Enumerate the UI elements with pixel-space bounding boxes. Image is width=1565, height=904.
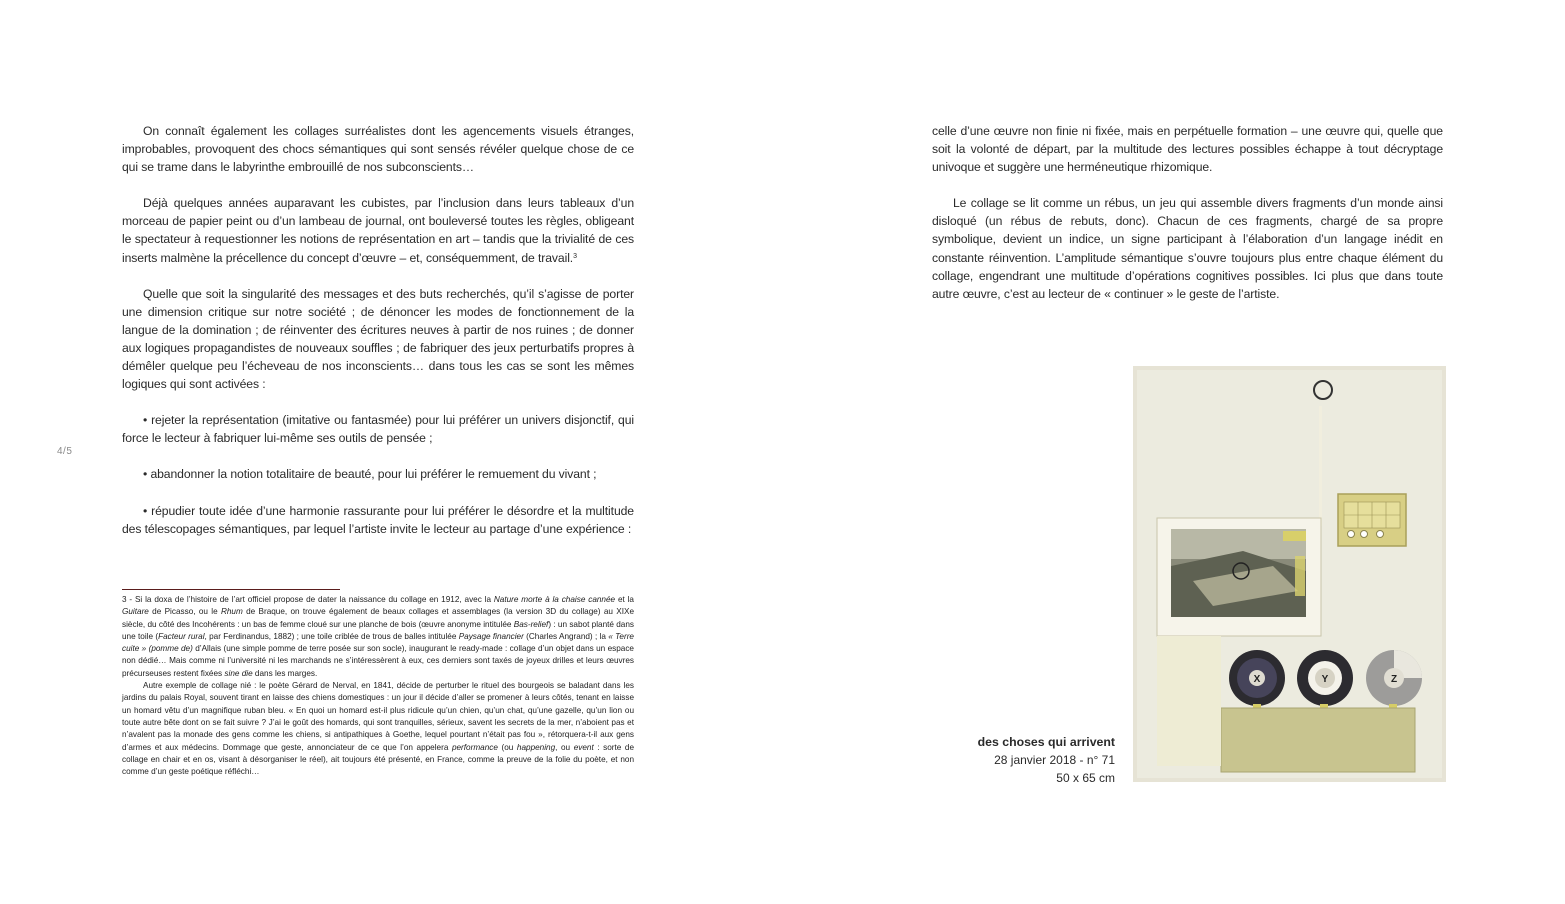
- left-text-column: [122, 122, 634, 556]
- bullet-item-repudiate: • répudier toute idée d’une harmonie rassurante pour lui préférer le désordre et la multitude des télescopages sémantiques, par lequel l’artiste invite le lecteur au partage d’une expérience :: [122, 503, 634, 536]
- paragraph-singularity: Quelle que soit la singularité des messages et des buts recherchés, qu’il s’agisse de porter une dimension critique sur notre société ; de dénoncer les modes de fonctionnement de la langue de la domination ; de réinventer des écritures neuves à partir de nos ruines ; de donner aux logiques propagandistes de nouveaux souffles ; de fabriquer des jeux perturbatifs propres à démêler quelque peu l’écheveau de nos inconscients… dans tous les cas se sont les mêmes logiques qui sont activées :: [122, 286, 634, 392]
- footnote-reference[interactable]: 3: [573, 252, 577, 260]
- left-page: [0, 0, 782, 904]
- svg-text:X: X: [1253, 674, 1261, 685]
- right-text-column: [932, 122, 1443, 321]
- footnote-divider: [122, 589, 340, 590]
- disc-z: [1366, 650, 1422, 706]
- caption-dimensions: 50 x 65 cm: [1056, 771, 1115, 785]
- paragraph-rebus: Le collage se lit comme un rébus, un jeu qui assemble divers fragments d’un monde ainsi disloqué (un rébus de rebuts, donc). Chacun de ces fragments, chargé de sa propre symbolique, devient un indice, un signe participant à l’élaboration d’un langage inédit en constante réinvention. L’amplitude sémantique s’ouvre toujours plus entre chaque élément du collage, engendrant une multitude d’opérations cognitives possibles. Ici plus que dans toute autre œuvre, c’est au lecteur de « continuer » le geste de l’artiste.: [932, 196, 1443, 301]
- paragraph-cubists-text: Déjà quelques années auparavant les cubistes, par l’inclusion dans leurs tableaux d’un morceau de papier peint ou d’un lambeau de journal, ont bouleversé toutes les règles, obligeant le spectateur à requestionner les notions de représentation en art – tandis que la trivialité de ces inserts malmène la précellence du concept d’œuvre – et, conséquemment, de travail.: [122, 196, 634, 265]
- disc-x: [1229, 650, 1285, 706]
- paragraph-cubists: [122, 194, 634, 266]
- caption-title: des choses qui arrivent: [977, 735, 1115, 749]
- svg-text:Z: Z: [1390, 674, 1398, 685]
- disc-y: [1297, 650, 1353, 706]
- paragraph-surrealists: On connaît également les collages surréalistes dont les agencements visuels étranges, improbables, provoquent des chocs sémantiques qui sont sensés révéler quelque chose de ce qui se trame dans le labyrinthe embrouillé de nos subconscients…: [122, 124, 634, 175]
- bullet-item-reject: • rejeter la représentation (imitative ou fantasmée) pour lui préférer un univers disjonctif, qui force le lecteur à fabriquer lui-même ses outils de pensée ;: [122, 413, 634, 446]
- paragraph-continued: celle d’une œuvre non finie ni fixée, mais en perpétuelle formation – une œuvre qui, quelle que soit la volonté de départ, par la multitude des lectures possibles échappe à tout décryptage univoque et suggère une herméneutique rhizomique.: [932, 124, 1443, 175]
- footnote-paragraph-2: Autre exemple de collage nié : le poète Gérard de Nerval, en 1841, décide de perturber le rituel des bourgeois se baladant dans les jardins du palais Royal, souvent tirant en laisse des chiens domestiques : un jour il décide d’aller se promener à leurs côtés, tenant en laisse un homard vêtu d’un magnifique ruban bleu. « En quoi un homard est-il plus ridicule qu’un chien, qu’un chat, qu’une gazelle, qu’un lion ou toute autre bête dont on se fait suivre ? J’ai le goût des homards, qui sont tranquilles, sérieux, savent les secrets de la mer, n’aboient pas et n’avalent pas la monade des gens comme les chiens, si antipathiques à Goethe, lequel pourtant n’était pas fou », rétorquera-t-il aux gens d’armes et aux médecins. Dommage que geste, annonciateur de ce que l’on appelera performance (ou happening, ou event : sorte de collage en chair et en os, visant à désorganiser le réel), ait toujours été présenté, en France, comme la preuve de la folie du poète, et non comme d’un geste poétique réfléchi…: [122, 681, 635, 777]
- caption-date: 28 janvier 2018 - n° 71: [994, 753, 1115, 767]
- right-page: [782, 0, 1565, 904]
- bullet-item-abandon: • abandonner la notion totalitaire de beauté, pour lui préférer le remuement du vivant ;: [143, 467, 597, 482]
- page-folio: 4/5: [57, 446, 73, 457]
- collage-artwork-image: [1133, 366, 1446, 782]
- footnote: [122, 594, 634, 778]
- footnote-paragraph-1: 3 - Si la doxa de l’histoire de l’art officiel propose de dater la naissance du collage en 1912, avec la Nature morte à la chaise cannée et la Guitare de Picasso, ou le Rhum de Braque, on trouve également de beaux collages et assemblages (la version 3D du collage) au XIXe siècle, du côté des Incohérents : un bas de femme cloué sur une planche de bois (œuvre anonyme intitulée Bas-relief) : un sabot planté dans une toile (Facteur rural, par Ferdinandus, 1882) ; une toile criblée de trous de balles intitulée Paysage financier (Charles Angrand) ; la « Terre cuite » (pomme de) d’Allais (une simple pomme de terre posée sur son socle), inaugurant le ready-made : collage d’un objet dans un espace non dédié… Mais comme ni l’université ni les marchands ne s’intéressèrent à eux, ces derniers sont taxés de joyeux drilles et leurs œuvres précurseuses restent fixées sine die dans les marges.: [122, 595, 635, 678]
- svg-text:Y: Y: [1321, 674, 1329, 685]
- artwork-caption: [895, 733, 1115, 787]
